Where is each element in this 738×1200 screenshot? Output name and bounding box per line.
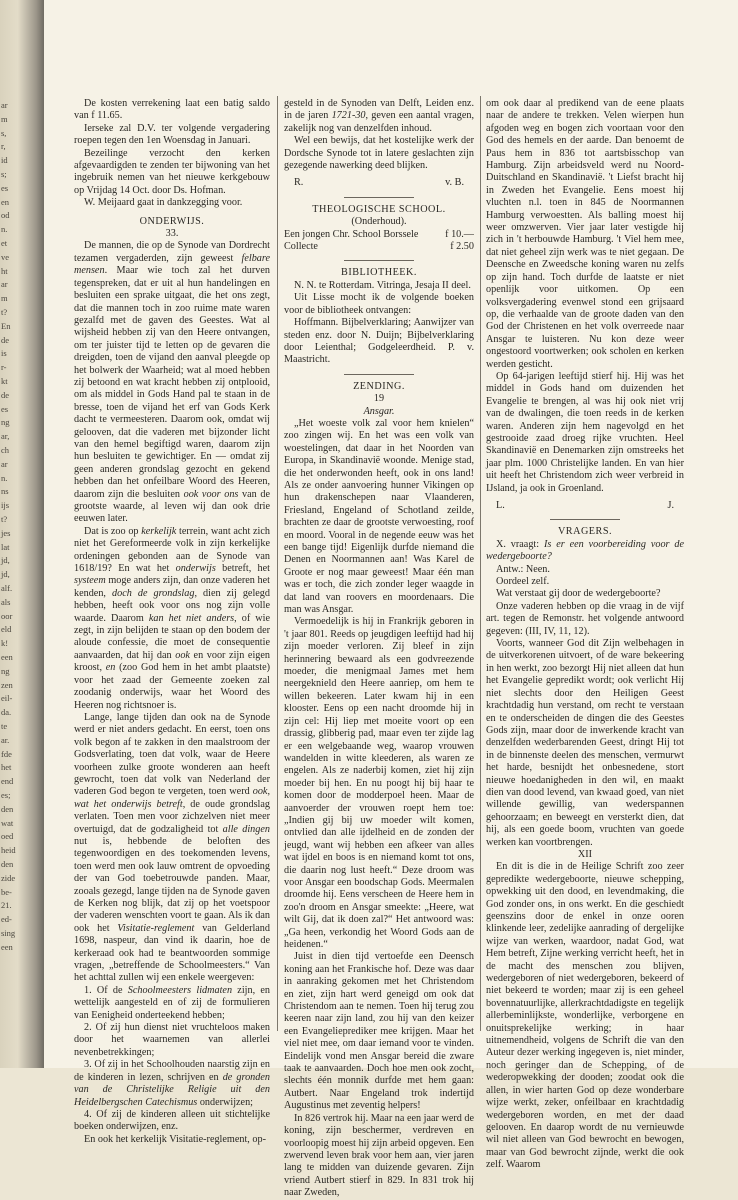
facing-page-fragment: id (1, 155, 8, 166)
facing-page-fragment: fde (1, 748, 12, 759)
facing-page-fragment: en (1, 196, 10, 207)
article-number: 19 (373, 393, 385, 405)
facing-page-fragment: alf. (1, 583, 13, 593)
facing-page-fragment: lat (1, 541, 10, 552)
facing-page-fragment: s; (1, 169, 7, 179)
paragraph: Juist in dien tijd vertoefde een Deensch koning aan het Frankische hof. Deze was daar in aanraking gekomen met het Christendom en ziet, zijn hart werd geneigd om ook dat Christendom aan te nemen. Toen hij terug zou keeren naar zijn land, zou hij van den keizer een Evangelieprediker mee krijgen. Maar het viel niet mee, om daar iemand voor te vinden. Eindelijk vond men Ansgar bereid die zware taak te aanvaarden. Doch hoe men ook zocht, slechts één monnik durfde met hem gaan: Autbert. Naar Engeland trok indertijd Augustinus met zeventig helpers! (284, 951, 474, 1112)
facing-page-fragment: ed- (1, 914, 12, 925)
paragraph: In 826 vertrok hij. Maar na een jaar werd de koning, zijn beschermer, verdreven en voorloopig moest hij zijn arbeid opgeven. Een zwervend leven brak voor hem aan, vier jaren lang te midden van duizende gevaren. Zijn vriend Autbert stierf in 829. In 831 trok hij naar Zweden, (284, 1112, 474, 1199)
column-3 (486, 98, 684, 1171)
facing-page-fragment: t? (1, 514, 8, 524)
paragraph: Antw.: Neen. (496, 563, 550, 575)
paragraph: N. N. te Rotterdam. Vitringa, Jesaja II deel. (294, 279, 471, 291)
facing-page-fragment: es (1, 403, 9, 414)
facing-page-fragment: eld (1, 624, 12, 635)
paragraph: X. vraagt: Is er een voorbereiding voor de wedergeboorte? (486, 538, 684, 563)
facing-page-fragment: ng (1, 417, 10, 428)
list-item: 4. Of zij de kinderen alleen uit stichtelijke boeken onderwijzen, enz. (74, 1108, 270, 1133)
section-subheading: (Onderhoud). (351, 216, 407, 228)
facing-page-fragment: te (1, 721, 8, 731)
paragraph: Op 64-jarigen leeftijd stierf hij. Hij was het middel in Gods hand om duizenden het Evangelie te brengen, al was hij ook niet vrij van de dwalingen, die toen reeds in de kerken waren. Anderen zijn hem nagevolgd en het gestrooide zaad droeg rijke vruchten. Heel Skandinavië en Denemarken zijn omstreeks het jaar plm. 1000 Christelijke landen. En van hier uit heeft het Christendom zich weer verbreid in IJsland, ja ook in Groenland. (486, 370, 684, 494)
facing-page-fragment: ns (1, 486, 9, 497)
facing-page-fragment: een (1, 941, 13, 952)
signature-line (496, 500, 674, 512)
facing-page-fragment: jd, (1, 569, 10, 580)
paragraph: „Het woeste volk zal voor hem knielen“ zoo zingen wij. En het was een volk van woestelingen, dat daar in het Noorden van Europa, in Skandinavië woonde. Menige stad, die het onderwonden heeft, ook in ons land! Als ze onder aanvoering hunner Vikingen op hun drakenschepen naar Vlaanderen, Friesland, Engeland of Schotland zeilde, brachten ze daar de grootste verwoesting, roof en moord. Vooral in de negende eeuw was het een bange tijd! Eigenlijk durfde niemand die Denen en Noormannen aan! Was Karel de Groote er nog maar geweest! Maar één man was er toch, die zich zonder leger waagde in dat land van roovers en moordenaars. Die man was Ansgar. (284, 417, 474, 616)
left-page-edge (0, 0, 44, 1068)
paragraph: Hoffmann. Bijbelverklaring; Aanwijzer van steden enz. door N. Duijn; Bijbelverklaring door Leienthal; Godgeleerdheid. P. v. Maastricht. (284, 317, 474, 366)
facing-page-fragment: et (1, 238, 8, 248)
signature-right: v. B. (445, 177, 464, 189)
facing-page-fragment: ht (1, 265, 8, 276)
facing-page-fragment: s, (1, 127, 7, 138)
section-heading-school: THEOLOGISCHE SCHOOL. (312, 203, 446, 215)
facing-page-fragment: sing (1, 928, 16, 938)
paragraph: gesteld in de Synoden van Delft, Leiden enz. in de jaren 1721-30, geven een aantal vragen, zakelijk nog van denzelfden inhoud. (284, 98, 474, 134)
column-1 (74, 98, 271, 1145)
paragraph: Onze vaderen hebben op die vraag in de vijf art. tegen de Remonstr. het volgende antwoord gegeven: (III, IV, 11, 12). (486, 600, 684, 637)
facing-page-fragment: be- (1, 886, 12, 897)
paragraph: Bezeilinge verzocht den kerken afgevaardigden te zenden ter bijwoning van het ingebruik nemen van het nieuwe kerkgebouw op Vrijdag 14 Oct. door Ds. Hofman. (74, 147, 270, 196)
signature-right: J. (667, 500, 674, 511)
paragraph: om ook daar al predikend van de eene plaats naar de andere te trekken. Velen wierpen hun afgoden weg en bogen zich voortaan voor den God des hemels en der aarde. Dan benoemt de Paus hem in 836 tot aartsbisschop van Hamburg. Zijn arbeidsveld werd nu Noord-Duitschland en Skandinavië. 't Liefst bracht hij in Zweden het Evangelie. Eens moest hij vluchten n.l. toen in 845 de Noormannen Hamburg verwoestten. Als balling moest hij weer omzwerven. Vier jaar later vestigde hij zich in 't herbouwde Hamburg. 't Viel hem mee, dat niet geheel zijn werk was te niet gegaan. De Deensche en Zweedsche koning waren nu zelfs op zijn hand. Toch durfde de laatste er niet openlijk voor uitkomen. Op een volksvergadering evenwel stond een grijsaard op, die verhaalde van de groote daden van den God der Christenen en het volk overreede naar Ansgar te luisteren. Nu kon deze weer ongestoord voortwerken; ook scholen en kerken werden gesticht. (486, 98, 684, 370)
facing-page-fragment: n. (1, 224, 8, 235)
separator-rule (344, 197, 414, 198)
separator-rule (550, 519, 620, 520)
facing-page-fragment: zen (1, 679, 13, 690)
facing-page-fragment: n. (1, 472, 8, 483)
list-item: 3. Of zij in het Schoolhouden naarstig zijn en de kinderen in lezen, schrijven en de gronden van de Christelijke Religie uit den Heidelbergschen Catechismus onderwijzen; (74, 1059, 270, 1108)
facing-page-fragment: de (1, 389, 10, 400)
facing-page-fragment: heid (1, 845, 16, 856)
facing-page-fragment: ar, (1, 431, 10, 442)
facing-page-fragment: oed (1, 831, 14, 842)
section-heading-zending: ZENDING. (353, 380, 405, 392)
paragraph: Wel een bewijs, dat het kostelijke werk der Dordsche Synode tot in latere geslachten zijn gezegende nawerking deed blijken. (284, 135, 474, 172)
paragraph: Wat verstaat gij door de wedergeboorte? (496, 588, 661, 600)
separator-rule (344, 260, 414, 261)
column-rule (277, 96, 278, 1031)
facing-page-fragment: als (1, 596, 11, 607)
paragraph: Dat is zoo op kerkelijk terrein, want acht zich niet het Gereformeerde volk in zijn kerkelijke ordeningen gebonden aan de Synode van 1618/19? En wat het onderwijs betreft, het systeem moge anders zijn, dan onze vaderen het kenden, doch de grondslag, dien zij gelegd hebben, heeft ook voor ons nog zijn volle waarde. Daarom kan het niet anders, of wie zegt, in zijn belijden te staan op den bodem der aloude confessie, die moet de consequentie aanvaarden, dat hij dan ook en voor zijn eigen kroost, en (zoo God hem in het ambt plaatste) voor het zaad der Gemeente zoeken zal zoodanig onderwijs, waar het Woord des Heeren nog richtsnoer is. (74, 525, 271, 711)
gift-row: Collecte f 2.50 (284, 241, 474, 253)
facing-page-fragment: En (1, 320, 11, 331)
column-2 (284, 98, 474, 1199)
facing-page-fragment: is (1, 348, 7, 359)
article-subtitle: Ansgar. (363, 405, 395, 417)
facing-page-fragment: ng (1, 665, 10, 676)
newspaper-page (44, 0, 738, 1199)
facing-page-fragment: m (1, 113, 8, 124)
facing-page-fragment: ijs (1, 500, 10, 511)
facing-page-fragment: es; (1, 790, 11, 800)
gift-row: Een jongen Chr. School Borssele f 10.— (284, 228, 474, 240)
article-number: 33. (165, 228, 179, 240)
facing-page-fragment: 21. (1, 900, 12, 911)
paragraph: Vermoedelijk is hij in Frankrijk geboren in 't jaar 801. Reeds op jeugdigen leeftijd had hij zijn moeder verloren. Zij bleef in zijn herinnering bewaard als een godvreezende moeder, die menigmaal James met hem neergeknield den Heere aanriep, om hem te willen bekeeren. Later kwam hij in een klooster. Eens op een nacht droomde hij in zijn cel: Hij liep met moeite voort op een drassig, glibberig pad, maar even ter zijde lag er een welgebaande weg, waarop vrouwen wandelden in witte kleederen, als waren ze engelen. Als ze naderbij komen, ziet hij zijn moeder bij hen. En nu poogt hij bij haar te komen door de modderpoel heen. Maar de aanvoerder der vrouwen roept hem toe: „Indien gij bij uw moeder wilt komen, ontvlied dan alle ijdelheid en de zonden der jeugd, want wij hebben een afkeer van alles wat ijdel en boos is en niemand komt tot ons, die daarin nog lust heeft.“ Deze droom was voor Ansgar een boodschap Gods. Meermalen droomde hij. Eens verscheen de Heere hem in zoo'n droom en Ansgar smeekte: „Heere, wat wilt Gij, dat ik doen zal?“ Het antwoord was: „Ga heen, verkondig het Woord Gods aan de heidenen.“ (284, 616, 474, 950)
signature-left: R. (294, 177, 304, 189)
facing-page-fragment: end (1, 776, 14, 787)
facing-page-fragment: m (1, 293, 8, 304)
facing-page-fragment: da. (1, 707, 12, 718)
facing-page-fragment: de (1, 334, 10, 345)
facing-page-fragment: ar. (1, 734, 10, 745)
facing-page-fragment: een (1, 652, 13, 662)
separator-rule (344, 374, 414, 375)
facing-page-fragment: het (1, 762, 12, 773)
facing-page-fragment: den (1, 859, 14, 869)
facing-page-fragment: zide (1, 872, 16, 883)
paragraph: Oordeel zelf. (496, 576, 550, 588)
list-item: 1. Of de Schoolmeesters lidmaten zijn, en wettelijk aangesteld en of zij de formulieren van Eenigheid onderteekend hebben; (74, 984, 270, 1021)
signature-line (294, 177, 464, 189)
article-number: XII (577, 848, 593, 860)
section-heading-onderwijs: ONDERWIJS. (139, 215, 205, 227)
facing-page-fragment: ar (1, 279, 8, 290)
column-rule (480, 96, 481, 1031)
facing-page-fragment: ar (1, 458, 8, 469)
facing-page-fragment: kt (1, 376, 8, 386)
paragraph: En dit is die in de Heilige Schrift zoo zeer gepredikte wedergeboorte, nieuwe schepping, opwekking uit den dood, en levendmaking, die God zonder ons, in ons werkt. En die geschiedt geenszins door de enkel in onze ooren klinkende leer, zedelijke aanrading of dergelijke wijze van werken, waardoor, nadat God, wat Hem betreft, Zijne werking verricht heeft, het in de macht des menschen zou blijven, wedergeboren of niet wedergeboren, bekeerd of niet bekeerd te worden; maar zij is een geheel bovennatuurlijke, allerkrachtdadigste en tegelijk allerbeminlijkste, wonderlijke, verborgene en onuitsprekelijke werking; in haar uitnemendheid, volgens de Schrift die van den Auteur dezer werking ingegeven is, niet minder, noch geringer dan de Schepping, of de wederopwekking der dooden; zoodat ook die allen, in wier harten God op deze wonderbare wijze werkt, zeker, onfeilbaar en krachtdadig wedergeboren worden, en met der daad gelooven. En daarop wordt de nu vernieuwde wil niet alleen van God bewrocht en bewogen, maar van God bewrocht zijnde, werkt die ook zelf. Waarom (486, 861, 684, 1171)
facing-page-fragment: ve (1, 251, 10, 262)
facing-page-fragment: r- (1, 362, 7, 373)
paragraph: Voorts, wanneer God dit Zijn welbehagen in de uitverkorenen uitvoert, of de ware bekeering in hen werkt, zoo bezorgt Hij niet alleen dat hun het Evangelie gepredikt wordt; ook verlicht Hij niet slechts door den Heiligen Geest krachtdadig hun verstand, om recht te verstaan en te onderscheiden de dingen die des Geestes Gods zijn, maar door de inwerkende kracht van denzelfden wederbarenden Geest, dringt Hij tot in de binnenste deelen des menschen, vermurwt het harde, besnijdt het onbesnedene, stort nieuwe hoedanigheden in den wil, en maakt dien van dood levend, van kwaad goed, van niet willende gewillig, van wederspannen gehoorzaam; en beweegt en versterkt dien, dat hij, als een goede boom, vruchten van goede werken kan voortbrengen. (486, 638, 684, 848)
paragraph: De kosten verrekening laat een batig saldo van f 11.65. (74, 98, 270, 122)
facing-page-fragment: wat (1, 817, 14, 828)
paragraph: De mannen, die op de Synode van Dordrecht tezamen vergaderden, zijn geweest felbare mensen. Maar wie toch zal het durven tegenspreken, dat er uit al hun handelingen en besluiten een sprake uitgaat, die het ons zegt, dat die mannen toch in zoo ruime mate waren gezalfd met de gaven des Geestes. Wat al wijsheid hebben zij van den Heere ontvangen, om ter juister tijd te letten op de gevaren die dreigden, toen de vijand den aanval pleegde op het bolwerk der Waarheid; wat al moed hebben zij betoond en wat kracht hebben zij ontplooid, om als middel in Gods Hand pal te staan in de bresse, toen de vijand het erf van Gods Kerk dacht te vermeesteren. Daarom ook, omdat wij gelooven, dat die vaderen met bijzonder licht van den hemel begiftigd waren, daarom zijn hun besluiten te gewichtiger. En — omdat zij geen anderen grondslag gezocht en gekend hebben dan het onfeilbare Woord des Heeren, daarom zijn die besluiten ook voor ons van de grootste waarde, al leven wij dan ook drie eeuwen later. (74, 240, 270, 525)
paragraph: Ierseke zal D.V. ter volgende vergadering roepen tegen den 1en Woensdag in Januari. (74, 122, 270, 147)
paragraph: W. Meijaard gaat in dankzegging voor. (84, 197, 243, 209)
facing-page-fragment: k! (1, 638, 9, 649)
paragraph: Lange, lange tijden dan ook na de Synode werd er niet anders gedacht. En eerst, toen ons volk begon af te zakken in den maalstroom der Godsverlating, toen dat volk, waar de Heere voorheen zulke groote wonderen aan heeft gewrocht, toen dat volk van Nederland der vaderen God begon te vergeten, toen werd ook, wat het onderwijs betreft, de oude grondslag verlaten. Toen men voor zichzelven niet meer overtuigd, dat de godzaligheid tot alle dingen nut is, hebbende de beloften des tegenwoordigen en des toekomenden levens, toen werd men ook lauw omtrent de opvoeding der van God toebetrouwde panden. Maar, zooals gezegd, lange tijden na de Synode gaven de Kerken nog blijk, dat zij op het voetspoor der vaderen wenschten voort te gaan. Als ik dan ook het Visitatie-reglement van Gelderland 1698, naspeur, dan vind ik daarin, hoe de kerkeraad ook had te beantwoorden sommige vragen, „betreffende de Schoolmeesters.“ Van het achttal zullen wij een enkele weergeven: (74, 711, 270, 984)
facing-page-fragment: ar (1, 100, 8, 110)
facing-page-fragment: jd, (1, 555, 10, 566)
facing-page-fragment: es (1, 182, 9, 193)
section-heading-bibliotheek: BIBLIOTHEEK. (341, 267, 417, 279)
facing-page-fragment: jes (1, 527, 11, 538)
facing-page-fragment: eil- (1, 693, 13, 704)
list-item: 2. Of zij hun dienst niet vruchteloos maken door het waarnemen van allerlei nevenbetrekkingen; (74, 1022, 270, 1058)
facing-page-fragment: oor (1, 610, 13, 621)
facing-page-fragment: t? (1, 307, 8, 317)
facing-page-fragment: od (1, 210, 10, 221)
section-heading-vragers: VRAGERS. (557, 526, 613, 538)
signature-left: L. (496, 500, 505, 511)
facing-page-fragment: den (1, 803, 14, 814)
facing-page-fragment: r, (1, 141, 6, 152)
paragraph: Uit Lisse mocht ik de volgende boeken voor de bibliotheek ontvangen: (284, 292, 474, 316)
paragraph: En ook het kerkelijk Visitatie-reglement, op- (84, 1133, 266, 1145)
facing-page-fragment: ch (1, 445, 10, 455)
